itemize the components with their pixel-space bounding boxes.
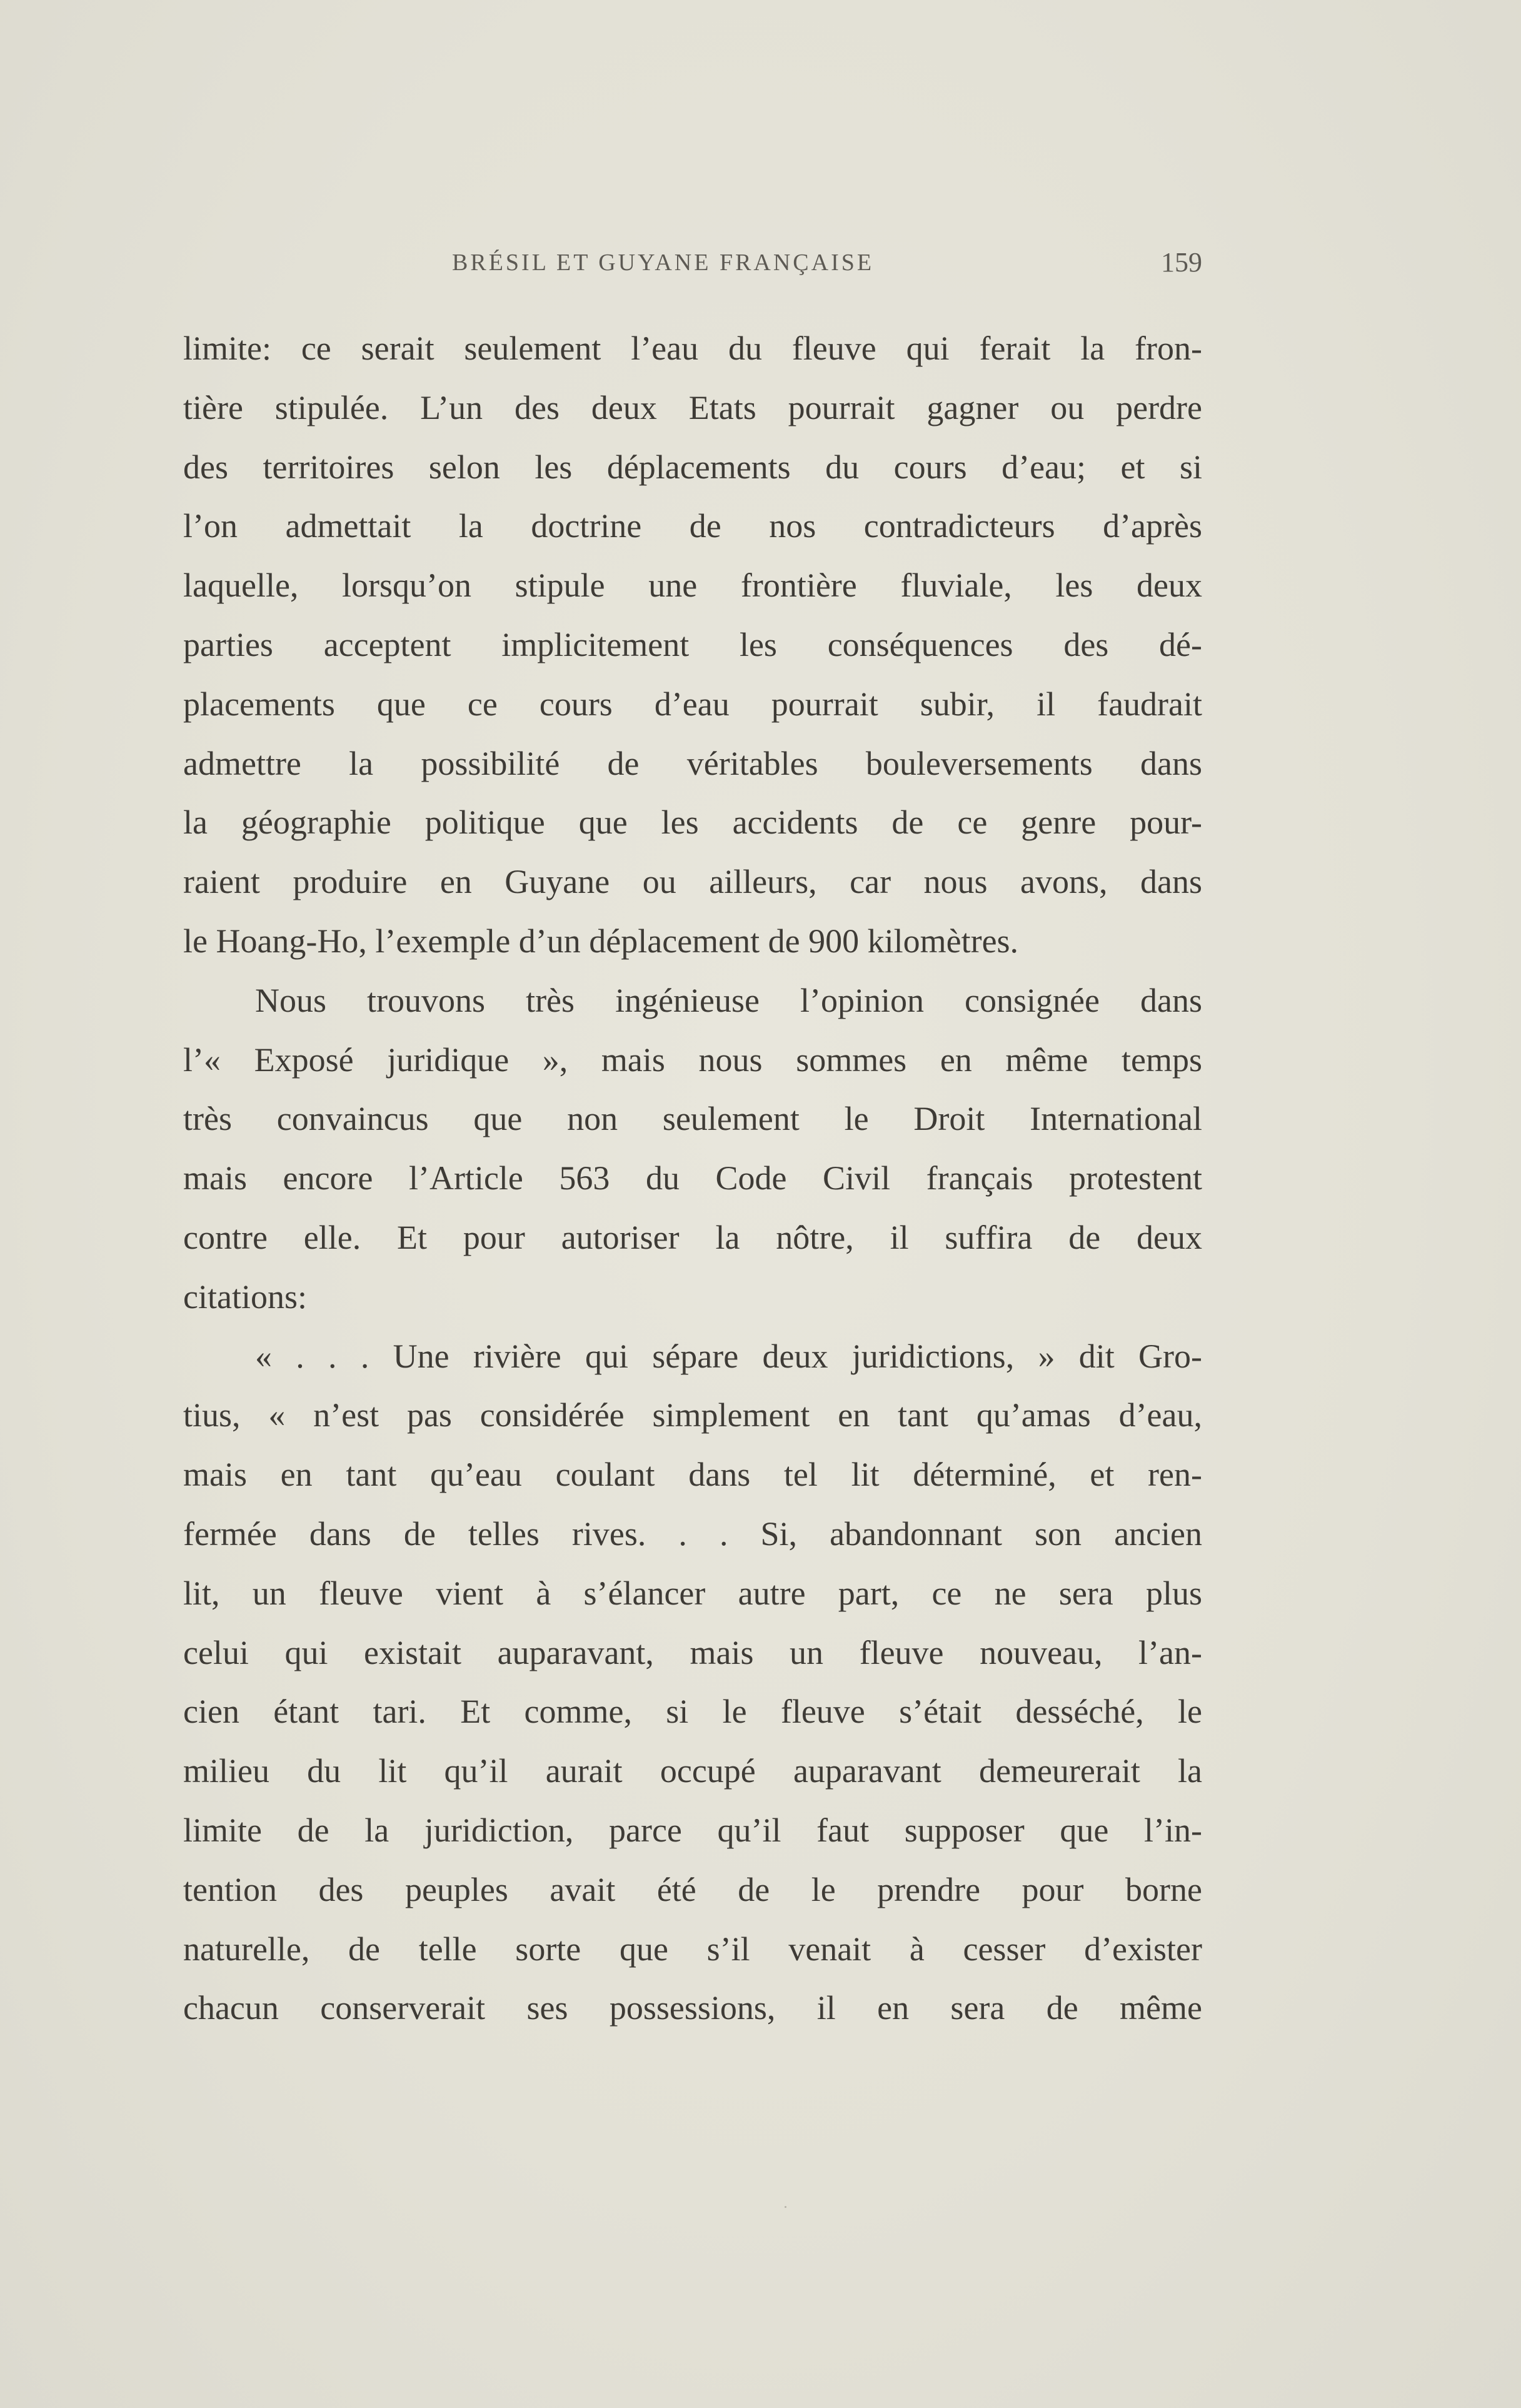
text-line: « . . . Une rivière qui sépare deux juridictions, » dit Gro-: [255, 1337, 1202, 1375]
text-line: naturelle, de telle sorte que s’il venait à cesser d’exister: [183, 1930, 1202, 1968]
text-line: laquelle, lorsqu’on stipule une frontière fluviale, les deux: [183, 567, 1202, 605]
text-line: placements que ce cours d’eau pourrait subir, il faudrait: [183, 685, 1202, 723]
text-line: tius, « n’est pas considérée simplement en tant qu’amas d’eau,: [183, 1396, 1202, 1434]
text-line: cien étant tari. Et comme, si le fleuve s’était desséché, le: [183, 1693, 1202, 1731]
text-line: fermée dans de telles rives. . . Si, abandonnant son ancien: [183, 1514, 1202, 1553]
text-line: très convaincus que non seulement le Droit International: [183, 1100, 1202, 1138]
text-line: tention des peuples avait été de le prendre pour borne: [183, 1870, 1202, 1908]
text-line: raient produire en Guyane ou ailleurs, car nous avons, dans: [183, 863, 1202, 901]
text-line: milieu du lit qu’il aurait occupé auparavant demeurerait la: [183, 1752, 1202, 1790]
text-line: contre elle. Et pour autoriser la nôtre, il suffira de deux: [183, 1218, 1202, 1256]
text-line: chacun conserverait ses possessions, il en sera de même: [183, 1989, 1202, 2027]
text-line: citations:: [183, 1277, 307, 1316]
running-title: BRÉSIL ET GUYANE FRANÇAISE: [452, 249, 875, 276]
text-line: Nous trouvons très ingénieuse l’opinion consignée dans: [255, 981, 1202, 1019]
text-line: parties acceptent implicitement les conséquences des dé-: [183, 625, 1202, 663]
text-line: mais en tant qu’eau coulant dans tel lit déterminé, et ren-: [183, 1456, 1202, 1494]
text-line: limite de la juridiction, parce qu’il faut supposer que l’in-: [183, 1811, 1202, 1849]
text-line: des territoires selon les déplacements du cours d’eau; et si: [183, 448, 1202, 486]
text-line: limite: ce serait seulement l’eau du fleuve qui ferait la fron-: [183, 330, 1202, 367]
text-line: l’on admettait la doctrine de nos contradicteurs d’après: [183, 507, 1202, 545]
text-line: lit, un fleuve vient à s’élancer autre part, ce ne sera plus: [183, 1574, 1202, 1612]
text-line: la géographie politique que les accidents de ce genre pour-: [183, 804, 1202, 842]
text-line: mais encore l’Article 563 du Code Civil français protestent: [183, 1159, 1202, 1197]
text-line: tière stipulée. L’un des deux Etats pourrait gagner ou perdre: [183, 388, 1202, 426]
text-line: le Hoang-Ho, l’exemple d’un déplacement de 900 kilomètres.: [183, 922, 1019, 960]
body-text: [183, 319, 1202, 2038]
page-number: 159: [1161, 247, 1202, 278]
text-line: celui qui existait auparavant, mais un fleuve nouveau, l’an-: [183, 1633, 1202, 1671]
text-line: l’« Exposé juridique », mais nous sommes en même temps: [183, 1040, 1202, 1079]
running-header: [183, 245, 1202, 280]
text-line: admettre la possibilité de véritables bouleversements dans: [183, 744, 1202, 782]
paper-speck: [785, 2206, 786, 2208]
